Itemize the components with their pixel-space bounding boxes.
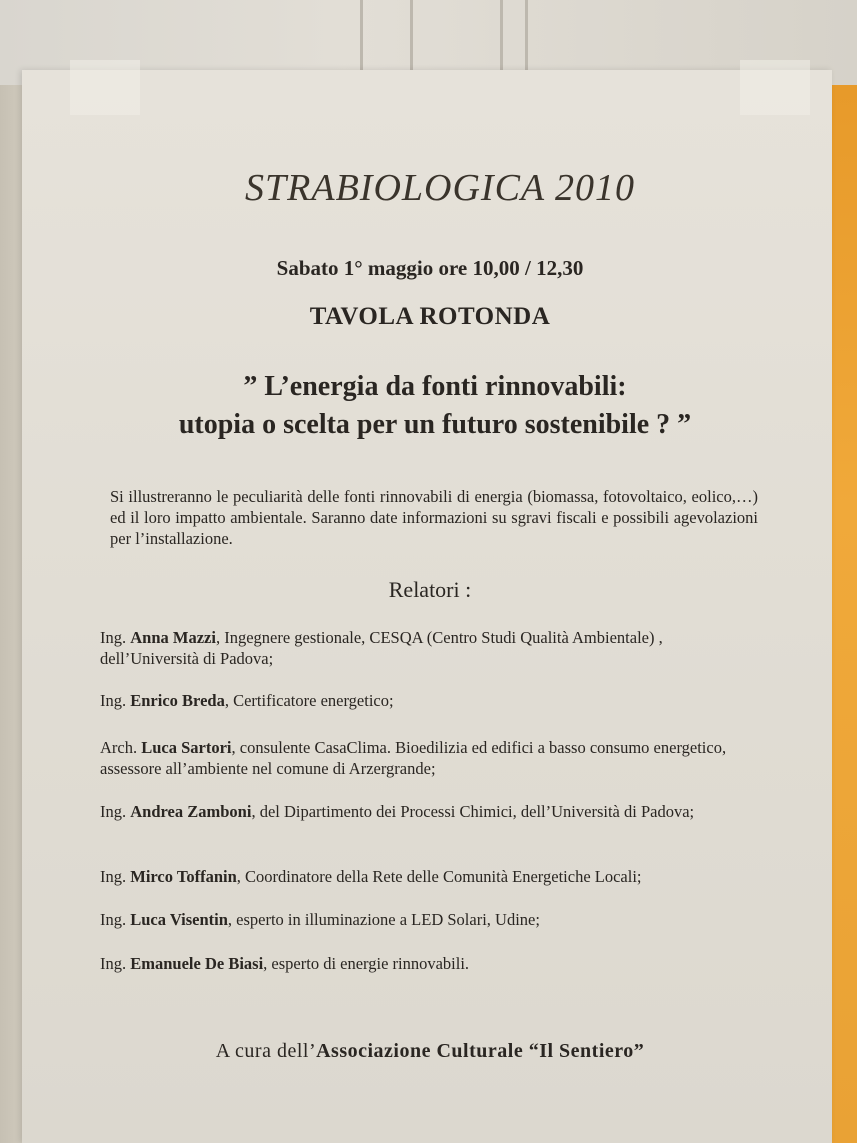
speaker-role: , del Dipartimento dei Processi Chimici, dell’Università di Padova; <box>251 802 695 821</box>
speaker-name: Luca Visentin <box>130 910 228 929</box>
poster-title: STRABIOLOGICA 2010 <box>245 167 635 209</box>
speaker-item <box>100 690 760 711</box>
event-theme <box>100 368 770 444</box>
speakers-heading: Relatori : <box>388 577 472 602</box>
speaker-prefix: Ing. <box>100 867 127 886</box>
event-subtitle: TAVOLA ROTONDA <box>309 303 551 330</box>
speaker-name: Luca Sartori <box>141 738 232 757</box>
speaker-name: Emanuele De Biasi <box>130 954 264 973</box>
speaker-prefix: Ing. <box>100 628 127 647</box>
theme-line-2: utopia o scelta per un futuro sostenibile ? ” <box>178 409 692 440</box>
speaker-item <box>100 737 760 779</box>
speaker-role: , Coordinatore della Rete delle Comunità Energetiche Locali; <box>236 867 642 886</box>
speaker-name: Mirco Toffanin <box>130 867 237 886</box>
organizer-credit <box>120 1040 740 1063</box>
speaker-prefix: Arch. <box>100 738 138 757</box>
speaker-role: , consulente CasaClima. Bioedilizia ed edifici a basso consumo energetico, assessore all’ambiente nel comune di Arzergrande; <box>100 738 727 778</box>
speaker-prefix: Ing. <box>100 802 127 821</box>
speaker-name: Anna Mazzi <box>130 628 216 647</box>
credit-prefix: A cura dell’ <box>215 1040 317 1062</box>
speaker-item <box>100 627 760 669</box>
speaker-role: , Ingegnere gestionale, CESQA (Centro Studi Qualità Ambientale) , dell’Università di Padova; <box>100 628 663 668</box>
speaker-item <box>100 866 760 887</box>
speaker-prefix: Ing. <box>100 910 127 929</box>
speaker-name: Enrico Breda <box>130 691 225 710</box>
organizer-name: Associazione Culturale “Il Sentiero” <box>316 1040 645 1062</box>
speaker-name: Andrea Zamboni <box>130 802 252 821</box>
event-date: Sabato 1° maggio ore 10,00 / 12,30 <box>276 256 584 280</box>
speaker-prefix: Ing. <box>100 691 127 710</box>
theme-line-1: ” L’energia da fonti rinnovabili: <box>243 371 627 402</box>
speaker-item <box>100 909 760 930</box>
speaker-role: , esperto di energie rinnovabili. <box>263 954 470 973</box>
speaker-role: , esperto in illuminazione a LED Solari, Udine; <box>227 910 540 929</box>
speaker-item <box>100 953 760 974</box>
speaker-prefix: Ing. <box>100 954 127 973</box>
event-description: Si illustreranno le peculiarità delle fonti rinnovabili di energia (biomassa, fotovoltaico, eolico,…) ed il loro impatto ambientale. Saranno date informazioni su sgravi fiscali e possibili agevolazioni per l’installazione. <box>110 487 758 548</box>
speaker-item <box>100 801 760 822</box>
speaker-role: , Certificatore energetico; <box>224 691 394 710</box>
